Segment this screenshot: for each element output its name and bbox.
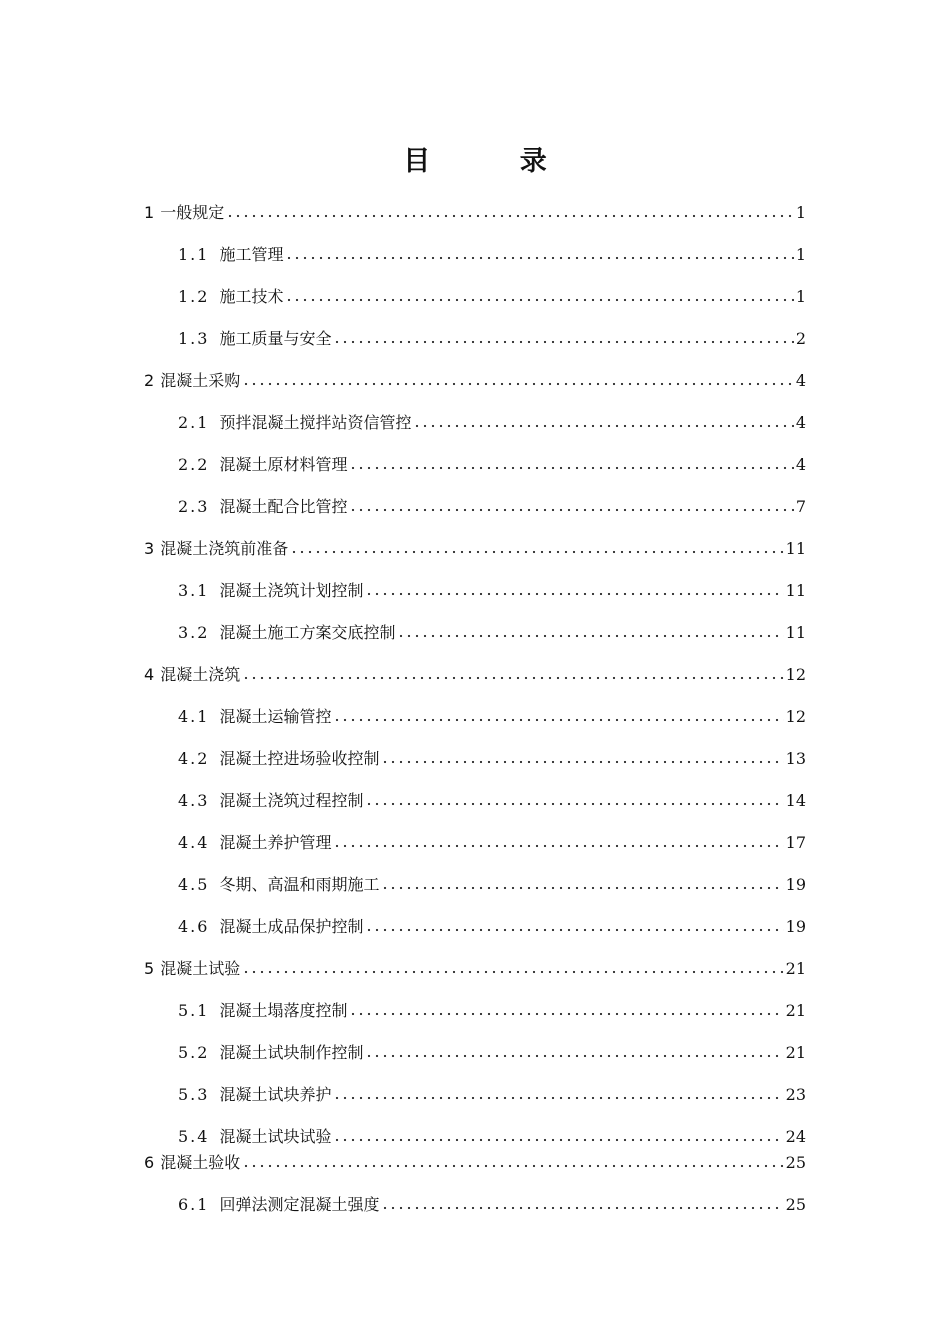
toc-entry-page: 13 <box>785 749 806 768</box>
toc-entry-page: 4 <box>795 371 806 390</box>
toc-entry-number: 4.1 <box>178 707 210 726</box>
dot-leader <box>242 958 783 974</box>
toc-entry-number: 5.2 <box>178 1043 210 1062</box>
toc-entry-title: 混凝土验收 <box>160 1153 241 1172</box>
toc-entry-number: 4.4 <box>178 833 210 852</box>
page-title: 目 录 <box>403 146 587 177</box>
toc-entry-title: 施工管理 <box>219 245 284 264</box>
toc-entry[interactable] <box>178 286 806 308</box>
toc-entry-number: 1.1 <box>178 245 210 264</box>
dot-leader <box>365 916 783 932</box>
toc-entry-title: 混凝土试验 <box>160 959 241 978</box>
dot-leader <box>365 790 783 806</box>
dot-leader <box>333 328 793 344</box>
toc-entry-number: 4.6 <box>178 917 210 936</box>
toc-entry-number: 6 <box>144 1153 155 1172</box>
toc-entry[interactable] <box>144 202 806 224</box>
toc-entry[interactable] <box>178 1000 806 1022</box>
dot-leader <box>413 412 793 428</box>
toc-entry-title: 混凝土配合比管控 <box>219 497 348 516</box>
toc-entry-page: 19 <box>785 875 806 894</box>
toc-entry-number: 4.5 <box>178 875 210 894</box>
toc-entry[interactable] <box>144 664 806 686</box>
toc-entry-page: 19 <box>785 917 806 936</box>
toc-entry[interactable] <box>178 496 806 518</box>
toc-entry[interactable] <box>178 454 806 476</box>
toc-entry[interactable] <box>178 706 806 728</box>
dot-leader <box>349 1000 783 1016</box>
toc-entry-page: 23 <box>785 1085 806 1104</box>
toc-entry-title: 混凝土施工方案交底控制 <box>219 623 396 642</box>
toc-entry-number: 1.3 <box>178 329 210 348</box>
toc-entry-title: 一般规定 <box>160 203 225 222</box>
dot-leader <box>381 1194 783 1210</box>
toc-entry-title: 混凝土塌落度控制 <box>219 1001 348 1020</box>
toc-entry-title: 混凝土浇筑 <box>160 665 241 684</box>
dot-leader <box>333 1084 783 1100</box>
toc-entry[interactable] <box>178 748 806 770</box>
dot-leader <box>242 1152 783 1168</box>
toc-entry-title: 混凝土成品保护控制 <box>219 917 364 936</box>
toc-entry[interactable] <box>178 244 806 266</box>
toc-entry-title: 混凝土浇筑过程控制 <box>219 791 364 810</box>
toc-entry-title: 预拌混凝土搅拌站资信管控 <box>219 413 412 432</box>
toc-entry-number: 1 <box>144 203 155 222</box>
toc-entry[interactable] <box>178 1126 806 1148</box>
toc-entry-page: 21 <box>785 1001 806 1020</box>
toc-entry-title: 冬期、高温和雨期施工 <box>219 875 380 894</box>
toc-entry-number: 5 <box>144 959 155 978</box>
dot-leader <box>333 832 783 848</box>
toc-entry-number: 2 <box>144 371 155 390</box>
toc-entry[interactable] <box>178 622 806 644</box>
toc-entry[interactable] <box>178 328 806 350</box>
toc-entry-page: 24 <box>785 1127 806 1146</box>
dot-leader <box>290 538 783 554</box>
toc-entry-page: 25 <box>785 1195 806 1214</box>
toc-entry-page: 21 <box>785 1043 806 1062</box>
toc-entry-page: 2 <box>795 329 806 348</box>
dot-leader <box>365 1042 783 1058</box>
toc-entry-title: 施工技术 <box>219 287 284 306</box>
toc-entry-number: 2.3 <box>178 497 210 516</box>
toc-entry[interactable] <box>178 916 806 938</box>
toc-entry[interactable] <box>178 1084 806 1106</box>
toc-entry-number: 5.1 <box>178 1001 210 1020</box>
toc-entry-page: 21 <box>785 959 806 978</box>
toc-entry-title: 混凝土原材料管理 <box>219 455 348 474</box>
toc-entry-title: 施工质量与安全 <box>219 329 332 348</box>
toc-entry-page: 4 <box>795 413 806 432</box>
toc-entry-page: 1 <box>795 287 806 306</box>
toc-entry-number: 5.3 <box>178 1085 210 1104</box>
toc-entry[interactable] <box>178 790 806 812</box>
dot-leader <box>349 496 793 512</box>
toc-entry-number: 2.2 <box>178 455 210 474</box>
toc-entry-number: 1.2 <box>178 287 210 306</box>
toc-entry[interactable] <box>178 580 806 602</box>
toc-entry-number: 4 <box>144 665 155 684</box>
dot-leader <box>349 454 793 470</box>
toc-entry-page: 11 <box>785 539 806 558</box>
toc-entry-title: 混凝土试块养护 <box>219 1085 332 1104</box>
toc-entry-page: 7 <box>795 497 806 516</box>
toc-entry[interactable] <box>144 958 806 980</box>
toc-entry[interactable] <box>178 832 806 854</box>
dot-leader <box>381 874 783 890</box>
toc-entry[interactable] <box>178 1042 806 1064</box>
toc-entry[interactable] <box>178 874 806 896</box>
toc-entry-page: 25 <box>785 1153 806 1172</box>
toc-entry-title: 混凝土运输管控 <box>219 707 332 726</box>
toc-entry-number: 3.2 <box>178 623 210 642</box>
toc-entry-page: 14 <box>785 791 806 810</box>
toc-entry-page: 12 <box>785 665 806 684</box>
toc-entry-number: 4.3 <box>178 791 210 810</box>
toc-entry[interactable] <box>144 370 806 392</box>
toc-entry-number: 6.1 <box>178 1195 210 1214</box>
dot-leader <box>242 370 794 386</box>
toc-entry-page: 12 <box>785 707 806 726</box>
toc-entry-title: 混凝土采购 <box>160 371 241 390</box>
toc-entry-title: 回弹法测定混凝土强度 <box>219 1195 380 1214</box>
toc-entry-title: 混凝土浇筑计划控制 <box>219 581 364 600</box>
toc-entry[interactable] <box>144 538 806 560</box>
toc-entry-page: 11 <box>785 581 806 600</box>
toc-entry-page: 1 <box>795 245 806 264</box>
toc-entry-number: 3 <box>144 539 155 558</box>
dot-leader <box>381 748 783 764</box>
toc-entry[interactable] <box>178 412 806 434</box>
toc-entry-page: 4 <box>795 455 806 474</box>
dot-leader <box>333 1126 783 1142</box>
toc-entry-title: 混凝土试块制作控制 <box>219 1043 364 1062</box>
dot-leader <box>226 202 794 218</box>
dot-leader <box>285 286 793 302</box>
dot-leader <box>285 244 793 260</box>
toc-entry-page: 11 <box>785 623 806 642</box>
toc-entry-number: 4.2 <box>178 749 210 768</box>
dot-leader <box>333 706 783 722</box>
toc-entry-number: 2.1 <box>178 413 210 432</box>
toc-entry-page: 17 <box>785 833 806 852</box>
toc-entry-title: 混凝土养护管理 <box>219 833 332 852</box>
toc-entry[interactable] <box>178 1194 806 1216</box>
toc-entry-title: 混凝土浇筑前准备 <box>160 539 289 558</box>
toc-entry-number: 3.1 <box>178 581 210 600</box>
dot-leader <box>242 664 783 680</box>
dot-leader <box>397 622 783 638</box>
toc-entry[interactable] <box>144 1152 806 1174</box>
toc-entry-page: 1 <box>795 203 806 222</box>
toc-entry-number: 5.4 <box>178 1127 210 1146</box>
toc-entry-title: 混凝土控进场验收控制 <box>219 749 380 768</box>
dot-leader <box>365 580 783 596</box>
toc-entry-title: 混凝土试块试验 <box>219 1127 332 1146</box>
